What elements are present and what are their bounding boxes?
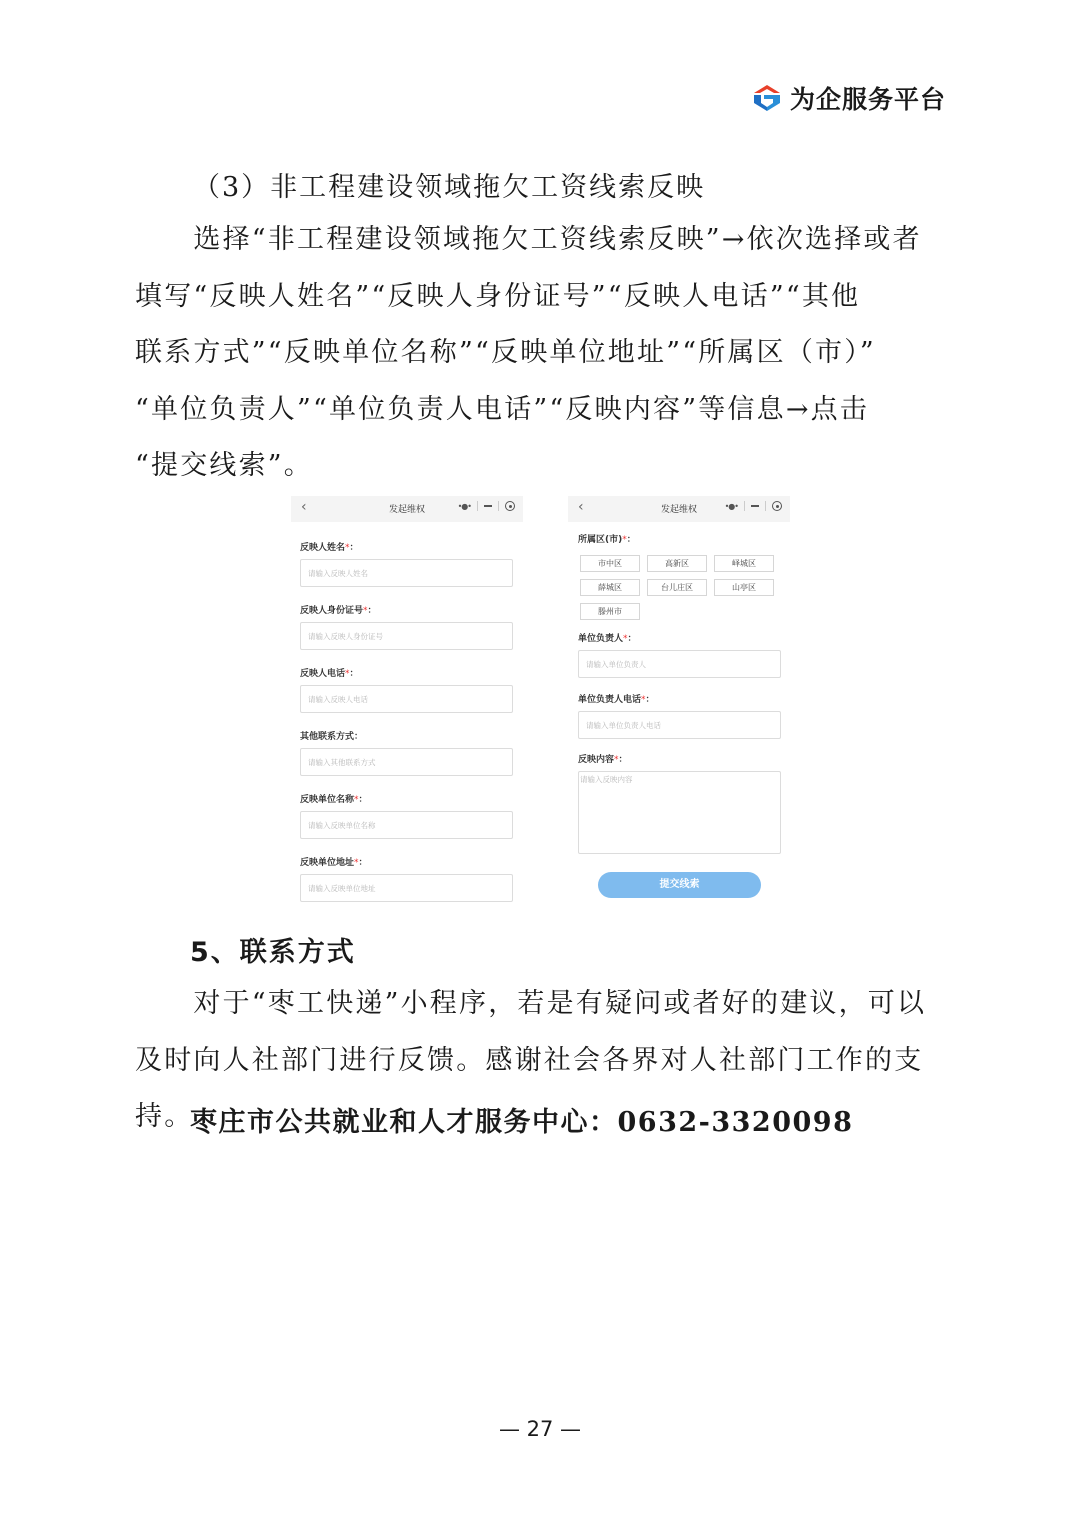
field-label-phone: 反映人电话*：: [300, 669, 359, 679]
required-mark: *: [622, 535, 627, 545]
page-number: — 27 —: [498, 1417, 582, 1441]
region-option[interactable]: 高新区: [647, 555, 707, 572]
field-label-company-address: 反映单位地址*：: [300, 858, 368, 868]
brand-logo-icon: [750, 81, 784, 115]
minimize-icon[interactable]: [484, 505, 492, 507]
capsule-divider: [477, 501, 478, 511]
close-target-icon[interactable]: [505, 501, 515, 511]
required-mark: *: [354, 795, 359, 805]
region-option[interactable]: 峄城区: [714, 555, 774, 572]
paragraph-line: 填写“反映人姓名”“反映人身份证号”“反映人电话”“其他: [135, 280, 861, 312]
more-dots-icon[interactable]: •●•: [457, 501, 471, 511]
back-chevron-icon[interactable]: ‹: [578, 499, 584, 515]
required-mark: *: [614, 755, 619, 765]
phone-input[interactable]: 请输入反映人电话: [300, 685, 513, 713]
field-label-company-name: 反映单位名称*：: [300, 795, 368, 805]
minimize-icon[interactable]: [751, 505, 759, 507]
region-option[interactable]: 山亭区: [714, 579, 774, 596]
field-label-content: 反映内容*：: [578, 755, 628, 765]
phone-title-bar: [568, 496, 790, 522]
manager-input[interactable]: 请输入单位负责人: [578, 650, 781, 678]
phone-screenshot-right: [568, 496, 790, 908]
name-input[interactable]: 请输入反映人姓名: [300, 559, 513, 587]
region-option[interactable]: 薛城区: [580, 579, 640, 596]
paragraph-line: 对于“枣工快递”小程序，若是有疑问或者好的建议，可以: [135, 988, 927, 1019]
required-mark: *: [345, 669, 350, 679]
section-3-title: （3）非工程建设领域拖欠工资线索反映: [193, 172, 706, 203]
manager-phone-input[interactable]: 请输入单位负责人电话: [578, 711, 781, 739]
paragraph-line: “提交线索”。: [135, 450, 314, 481]
required-mark: *: [641, 695, 646, 705]
paragraph-line: 选择“非工程建设领域拖欠工资线索反映”→依次选择或者: [135, 224, 922, 255]
phone-title-bar: [291, 496, 523, 522]
other-contact-input[interactable]: 请输入其他联系方式: [300, 748, 513, 776]
field-label-id: 反映人身份证号*：: [300, 606, 377, 616]
back-chevron-icon[interactable]: ‹: [301, 499, 307, 515]
brand-name: 为企服务平台: [790, 85, 947, 114]
phone-title: 发起维权: [660, 505, 697, 515]
section-3-paragraph: [135, 212, 945, 495]
capsule-buttons: [458, 501, 515, 511]
company-name-input[interactable]: 请输入反映单位名称: [300, 811, 513, 839]
phone-screenshot-left: [291, 496, 523, 908]
content-textarea[interactable]: 请输入反映内容: [578, 771, 781, 854]
region-option[interactable]: 市中区: [580, 555, 640, 572]
phone-title: 发起维权: [388, 505, 425, 515]
id-number-input[interactable]: 请输入反映人身份证号: [300, 622, 513, 650]
company-address-input[interactable]: 请输入反映单位地址: [300, 874, 513, 902]
capsule-divider: [498, 501, 499, 511]
field-label-other-contact: 其他联系方式：: [300, 732, 364, 742]
field-label-manager-phone: 单位负责人电话*：: [578, 695, 655, 705]
field-label-region: 所属区(市)*：: [578, 535, 636, 545]
required-mark: *: [363, 606, 368, 616]
section-5-title: 5、联系方式: [190, 937, 356, 968]
paragraph-line: “单位负责人”“单位负责人电话”“反映内容”等信息→点击: [135, 393, 870, 425]
capsule-divider: [765, 501, 766, 511]
required-mark: *: [345, 543, 350, 553]
required-mark: *: [354, 858, 359, 868]
region-option[interactable]: 滕州市: [580, 603, 640, 620]
more-dots-icon[interactable]: •●•: [724, 501, 738, 511]
contact-line: 枣庄市公共就业和人才服务中心：0632-3320098: [190, 1107, 854, 1138]
required-mark: *: [623, 634, 628, 644]
submit-lead-button[interactable]: 提交线索: [598, 872, 761, 898]
paragraph-line: 及时向人社部门进行反馈。感谢社会各界对人社部门工作的支持。: [135, 1044, 924, 1132]
field-label-manager: 单位负责人*：: [578, 634, 637, 644]
capsule-divider: [744, 501, 745, 511]
capsule-buttons: [725, 501, 782, 511]
brand-header: [750, 80, 946, 116]
paragraph-line: 联系方式”“反映单位名称”“反映单位地址”“所属区（市）”: [135, 337, 876, 368]
region-option[interactable]: 台儿庄区: [647, 579, 707, 596]
close-target-icon[interactable]: [772, 501, 782, 511]
field-label-name: 反映人姓名*：: [300, 543, 359, 553]
